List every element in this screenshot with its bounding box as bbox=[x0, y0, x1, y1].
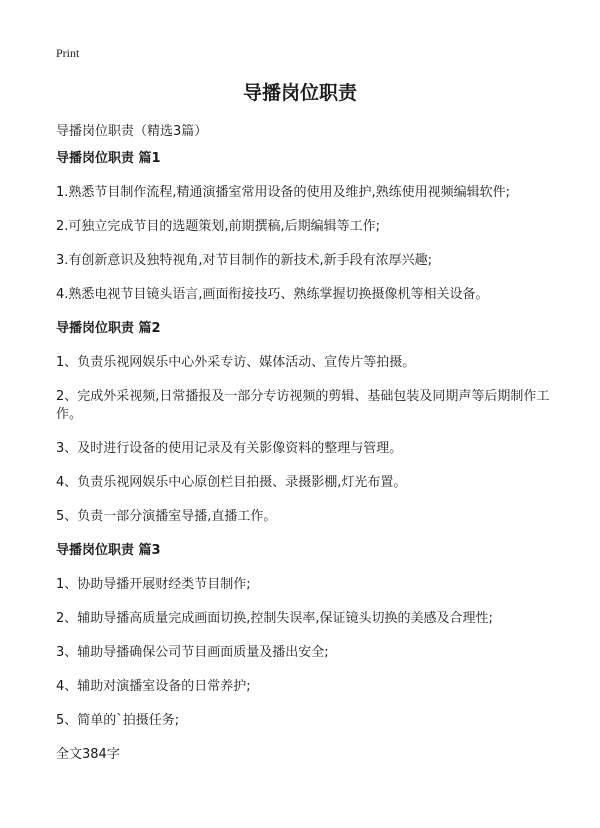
list-item: 4、辅助对演播室设备的日常养护; bbox=[56, 679, 251, 694]
section-2 bbox=[56, 320, 556, 526]
print-link[interactable]: Print bbox=[56, 46, 80, 60]
list-item: 3、辅助导播确保公司节目画面质量及播出安全; bbox=[56, 645, 329, 660]
page-subtitle: 导播岗位职责（精选3篇） bbox=[56, 124, 208, 139]
list-item: 2、完成外采视频,日常播报及一部分专访视频的剪辑、基础包装及同期声等后期制作工作。 bbox=[56, 389, 550, 422]
list-item: 5、简单的`拍摄任务; bbox=[56, 713, 180, 728]
section-heading: 导播岗位职责 篇1 bbox=[56, 151, 161, 166]
list-item: 3、及时进行设备的使用记录及有关影像资料的整理与管理。 bbox=[56, 441, 403, 456]
section-heading: 导播岗位职责 篇2 bbox=[56, 321, 161, 336]
list-item: 1、协助导播开展财经类节目制作; bbox=[56, 577, 251, 592]
list-item: 3.有创新意识及独特视角,对节目制作的新技术,新手段有浓厚兴趣; bbox=[56, 253, 433, 268]
list-item: 2、辅助导播高质量完成画面切换,控制失误率,保证镜头切换的美感及合理性; bbox=[56, 611, 493, 626]
section-1 bbox=[56, 150, 556, 304]
list-item: 5、负责一部分演播室导播,直播工作。 bbox=[56, 509, 277, 524]
list-item: 1、负责乐视网娱乐中心外采专访、媒体活动、宣传片等拍摄。 bbox=[56, 355, 416, 370]
list-item: 4、负责乐视网娱乐中心原创栏目拍摄、录摄影棚,灯光布置。 bbox=[56, 475, 407, 490]
list-item: 2.可独立完成节目的选题策划,前期撰稿,后期编辑等工作; bbox=[56, 219, 381, 234]
section-3 bbox=[56, 542, 556, 730]
list-item: 4.熟悉电视节目镜头语言,画面衔接技巧、熟练掌握切换摄像机等相关设备。 bbox=[56, 287, 489, 302]
page-title: 导播岗位职责 bbox=[242, 82, 357, 104]
word-count: 全文384字 bbox=[56, 747, 120, 762]
section-heading: 导播岗位职责 篇3 bbox=[56, 543, 161, 558]
list-item: 1.熟悉节目制作流程,精通演播室常用设备的使用及维护,熟练使用视频编辑软件; bbox=[56, 185, 511, 200]
article-content bbox=[56, 150, 556, 764]
